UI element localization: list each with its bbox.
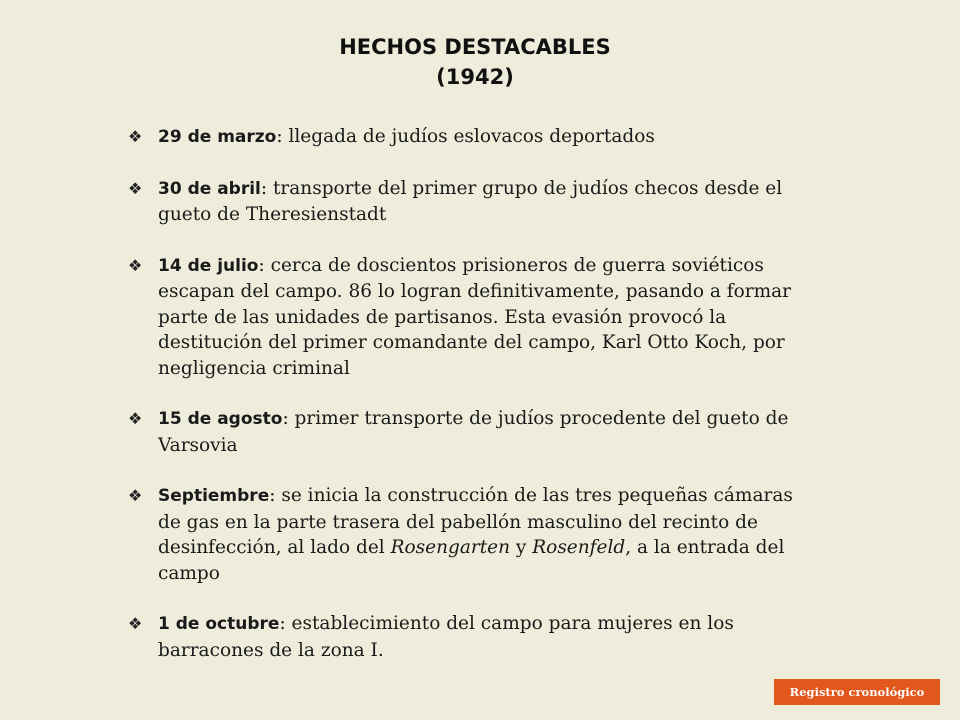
- event-text: y: [510, 537, 533, 558]
- event-separator: :: [276, 126, 283, 147]
- slide-title: [0, 32, 950, 92]
- event-text: llegada de judíos eslovacos deportados: [282, 126, 655, 147]
- event-date: 29 de marzo: [158, 127, 277, 147]
- title-line-2: (1942): [436, 65, 514, 89]
- event-separator: :: [258, 254, 265, 276]
- event-item: [128, 253, 818, 382]
- event-item: [128, 176, 818, 228]
- event-item: [128, 611, 818, 663]
- event-date: 1 de octubre: [158, 614, 280, 634]
- event-text: transporte del primer grupo de judíos checos desde el gueto de Theresienstadt: [158, 177, 783, 225]
- event-text: se inicia la construcción de las tres pequeñas cámaras de gas en la parte trasera del pabellón masculino del recinto de desinfección, al lado del: [158, 485, 793, 558]
- event-separator: :: [279, 613, 286, 634]
- diamond-bullet-icon: ❖: [128, 486, 143, 505]
- diamond-bullet-icon: ❖: [128, 409, 143, 428]
- events-list: [128, 124, 818, 688]
- event-text-italic: Rosenfeld: [532, 537, 626, 558]
- diamond-bullet-icon: ❖: [128, 178, 143, 198]
- event-date: 15 de agosto: [158, 409, 283, 429]
- event-date: 30 de abril: [158, 178, 261, 199]
- event-text: , a la entrada del campo: [158, 537, 785, 584]
- registro-cronologico-button[interactable]: Registro cronológico: [774, 679, 940, 705]
- event-separator: :: [269, 485, 276, 506]
- event-separator: :: [260, 177, 268, 199]
- event-item: [128, 483, 818, 586]
- event-text: establecimiento del campo para mujeres en los barracones de la zona I.: [158, 613, 734, 661]
- event-text: cerca de doscientos prisioneros de guerra soviéticos escapan del campo. 86 lo logran definitivamente, pasando a formar parte de las unidades de partisanos. Esta evasión provocó la destitución del primer comandante del campo, Karl Otto Koch, por negligencia criminal: [158, 254, 792, 379]
- event-item: [128, 406, 818, 458]
- event-date: Septiembre: [158, 486, 270, 506]
- event-text-italic: Rosengarten: [390, 537, 511, 558]
- title-line-1: HECHOS DESTACABLES: [339, 35, 611, 59]
- diamond-bullet-icon: ❖: [128, 255, 143, 275]
- event-text: primer transporte de judíos procedente del gueto de Varsovia: [158, 408, 789, 456]
- diamond-bullet-icon: ❖: [128, 614, 143, 633]
- event-date: 14 de julio: [158, 255, 259, 276]
- event-item: [128, 124, 818, 151]
- diamond-bullet-icon: ❖: [128, 127, 143, 146]
- event-separator: :: [282, 408, 289, 429]
